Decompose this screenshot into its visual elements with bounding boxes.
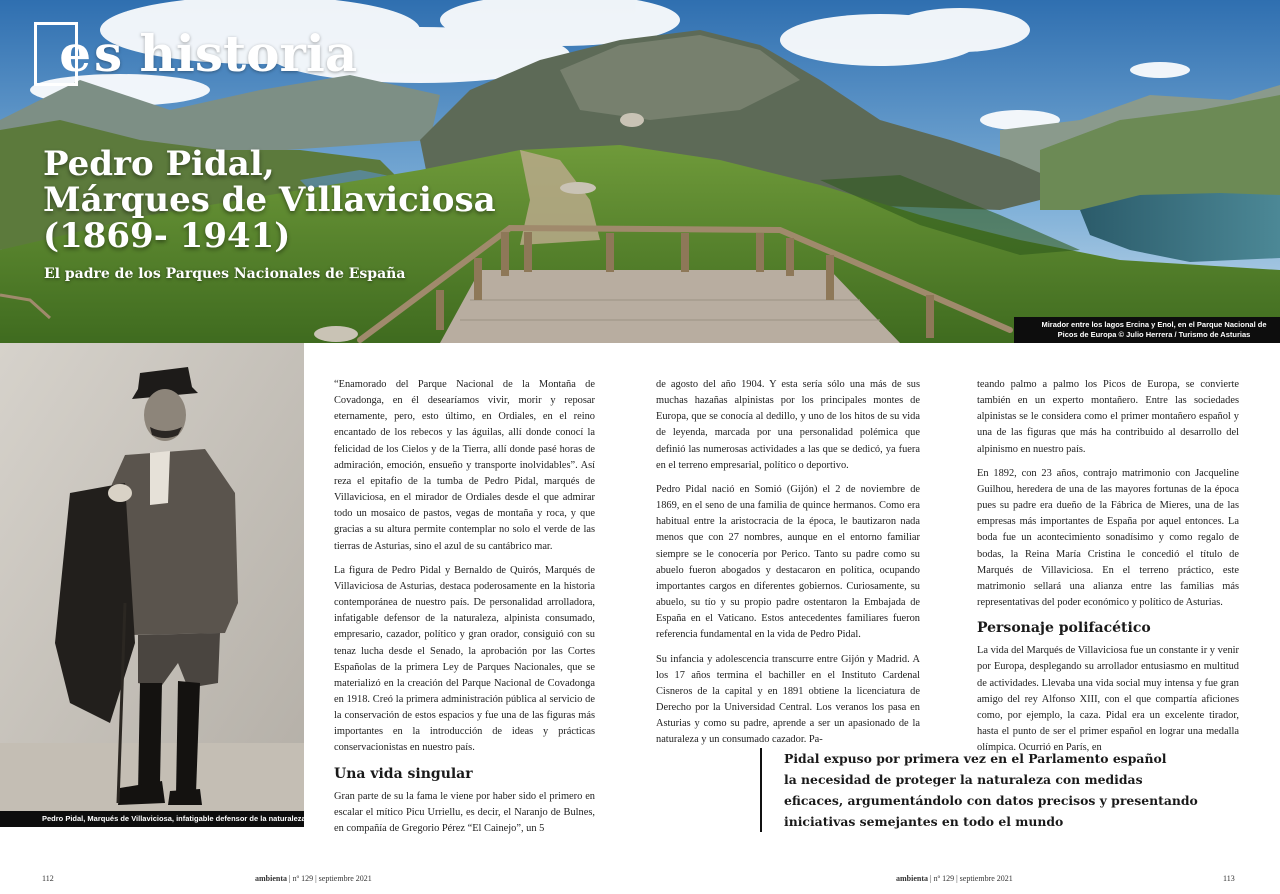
portrait-caption: Pedro Pidal, Marqués de Villaviciosa, infatigable defensor de la naturaleza [0,811,304,827]
paragraph: Su infancia y adolescencia transcurre entre Gijón y Madrid. A los 17 años termina el bachiller en el Instituto Cardenal Cisneros de la capital y en 1891 obtiene la licenciatura de Derecho por la Universidad Central. Los veranos los pasa en Asturias y como su padre, aprende a ser un apasionado de la naturaleza y un consumado cazador. Pa- [656,653,920,746]
issue-info: | nº 129 | septiembre 2021 [287,874,372,883]
article-column-2 [656,377,920,756]
page-number-right: 113 [1223,874,1235,883]
article-title-line: (1869- 1941) [43,216,291,256]
pull-quote-line: la necesidad de proteger la naturaleza con medidas [784,772,1143,787]
paragraph: “Enamorado del Parque Nacional de la Montaña de Covadonga, en él desearíamos vivir, morir y reposar eternamente, pero, esto último, en Ordiales, en el reino encantado de los rebecos y las águilas, allí donde conocí la felicidad de los Cielos y de la Tierra, allí donde pasé horas de admiración, emoción, ensueño y transporte inolvidables”. Así reza el epitafio de la tumba de Pedro Pidal, marqués de Villaviciosa, en el mirador de Ordiales desde el que admirar todo un mosaico de pastos, vegas de montaña y roca, y que gracias a su altura permite contemplar no solo el verde de las tierras de Asturias, sino el azul de su cantábrico mar. [334,379,595,552]
magazine-name: ambienta [896,874,928,883]
paragraph: En 1892, con 23 años, contrajo matrimonio con Jacqueline Guilhou, heredera de una de las mayores fortunas de la época pues su padre era dueño de la Fábrica de Mieres, una de las empresas más importantes de España por aquel entonces. La boda fue un acontecimiento sonadísimo y como regalo de bodas, la Reina María Cristina le concedió el título de Marqués de Villaviciosa. En el terreno práctico, este matrimonio sellará una alianza entre las familias más representativas del poder económico y político de Asturias. [977,467,1239,609]
section-logo-letter: e [59,24,91,83]
article-subtitle: El padre de los Parques Nacionales de España [44,266,406,282]
section-logo [34,20,357,88]
hero-photo-caption: Mirador entre los lagos Ercina y Enol, en el Parque Nacional de Picos de Europa © Julio Herrera / Turismo de Asturias [1014,317,1280,343]
article-column-1 [334,377,595,845]
footer-right [896,874,1013,883]
pull-quote [760,748,1220,832]
paragraph: La vida del Marqués de Villaviciosa fue un constante ir y venir por Europa, desplegando su arrollador entusiasmo en multitud de actividades. Llevaba una vida social muy intensa y fue gran amigo del rey Alfonso XIII, con el que compartía aficiones como, por ejemplo, la caza. Pidal era un excelente tirador, hasta el punto de ser el primer español en lograr una medalla olímpica. Ocurrió en París, en [977,645,1239,754]
pull-quote-line: iniciativas semejantes en todo el mundo [784,814,1064,829]
article-title-line: Márques de Villaviciosa [43,180,496,220]
section-logo-text: s historia [94,24,358,83]
section-heading: Una vida singular [334,765,473,782]
pull-quote-line: eficaces, argumentándolo con datos precisos y presentando [784,793,1198,808]
paragraph: Pedro Pidal nació en Somió (Gijón) el 2 de noviembre de 1869, en el seno de una familia de quince hermanos. Como era habitual entre la aristocracia de la época, le bautizaron nada menos que con 27 nombres, aunque en el entorno familiar siempre se le conocería por Perico. Tanto su padre como su abuelo fueron abogados y destacaron en política, ocupando importantes cargos en diferentes gobiernos. Curiosamente, su abuelo, su tío y su propio padre ostentaron la Embajada de España en el Vaticano. Estos antecedentes familiares fueron referencia fundamental en la vida de Pedro Pidal. [656,483,920,641]
portrait-illustration [0,343,304,827]
paragraph: teando palmo a palmo los Picos de Europa, se convierte también en un experto montañero. Entre las sociedades alpinistas se le considera como el primer montañero español y una de las figuras que más ha contribuido al desarrollo del alpinismo en nuestro país. [977,379,1239,455]
article-column-3 [977,377,1239,764]
article-title [43,146,563,254]
issue-info: | nº 129 | septiembre 2021 [928,874,1013,883]
article-title-line: Pedro Pidal, [43,144,275,184]
page-number-left: 112 [42,874,54,883]
section-heading: Personaje polifacético [977,620,1151,637]
footer-left [255,874,372,883]
magazine-name: ambienta [255,874,287,883]
paragraph: Gran parte de su la fama le viene por haber sido el primero en escalar el mítico Picu Urriellu, es decir, el Naranjo de Bulnes, en compañía de Gregorio Pérez “El Cainejo”, un 5 [334,790,595,834]
hero-photo [0,0,1280,343]
portrait-photo [0,343,304,827]
paragraph: de agosto del año 1904. Y esta sería sólo una más de sus muchas hazañas alpinistas por los principales montes de Europa, que se conocía al dedillo, y uno de los hitos de su vida de leyenda, marcada por una personalidad polémica que definió las numerosas actividades a las que se dedicó, ya fuera en el terreno empresarial, político o deportivo. [656,379,920,471]
section-logo-box [34,22,91,86]
pull-quote-line: Pidal expuso por primera vez en el Parlamento español [784,751,1167,766]
paragraph: La figura de Pedro Pidal y Bernaldo de Quirós, Marqués de Villaviciosa de Asturias, destaca poderosamente en la historia contemporánea de nuestro país. De personalidad arrolladora, infatigable defensor de la naturaleza, alpinista consumado, empresario, cazador, político y gran orador, consiguió con su tenaz lucha desde el Senado, la aprobación por las Cortes Españolas de la primera Ley de Parques Nacionales, que se materializó en la creación del Parque Nacional de Covadonga en 1918. Creó la primera administración pública al servicio de la conservación de estos espacios y fue una de las figuras más importantes en la introducción de ideas y prácticas conservacionistas en nuestro país. [334,564,595,754]
